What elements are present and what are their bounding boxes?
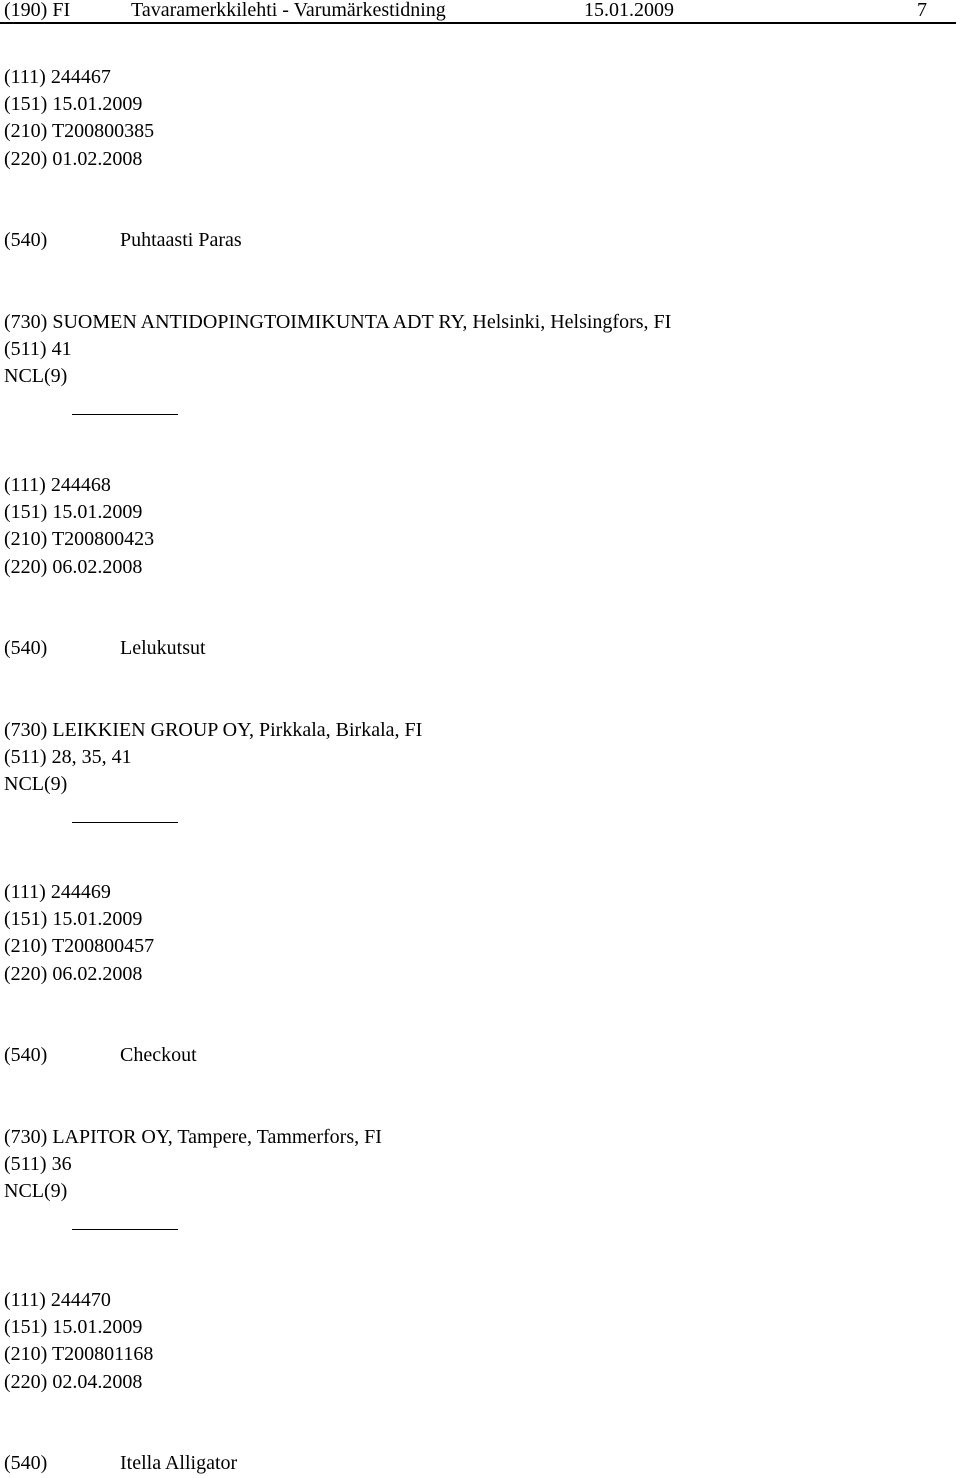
filing-date: (220) 02.04.2008 (4, 1370, 143, 1393)
registration-number: (111) 244470 (4, 1289, 111, 1311)
registration-date: (151) 15.01.2009 (4, 93, 143, 116)
trademark-entry (4, 64, 944, 388)
filing-date: (220) 06.02.2008 (4, 962, 143, 985)
owner-block (4, 717, 422, 799)
entry-separator (72, 414, 178, 415)
issue-date: 15.01.2009 (584, 0, 674, 21)
application-number: (210) T200800423 (4, 528, 155, 551)
page-header (0, 0, 956, 24)
trademark-entry (4, 472, 944, 796)
mark-code: (540) (4, 1452, 48, 1474)
mark-code: (540) (4, 229, 48, 251)
application-number: (210) T200801168 (4, 1343, 154, 1366)
nice-classes: (511) 41 (4, 338, 72, 361)
registration-number: (111) 244467 (4, 66, 111, 88)
ncl-edition: NCL(9) (4, 1180, 68, 1203)
mark-name: Checkout (120, 1044, 197, 1066)
trademark-entry (4, 1287, 944, 1474)
ncl-edition: NCL(9) (4, 365, 68, 388)
registration-date: (151) 15.01.2009 (4, 501, 143, 524)
application-number: (210) T200800385 (4, 120, 155, 143)
registration-date: (151) 15.01.2009 (4, 908, 143, 931)
filing-date: (220) 01.02.2008 (4, 147, 143, 170)
nice-classes: (511) 36 (4, 1153, 72, 1176)
registration-date: (151) 15.01.2009 (4, 1316, 143, 1339)
ncl-edition: NCL(9) (4, 773, 68, 796)
mark-name: Lelukutsut (120, 637, 206, 659)
mark-name: Puhtaasti Paras (120, 229, 242, 251)
registration-number: (111) 244469 (4, 881, 111, 903)
owner: (730) LAPITOR OY, Tampere, Tammerfors, FI (4, 1126, 382, 1148)
gazette-title: Tavaramerkkilehti - Varumärkestidning (131, 0, 446, 21)
page-number: 7 (917, 0, 927, 21)
owner: (730) SUOMEN ANTIDOPINGTOIMIKUNTA ADT RY, Helsinki, Helsingfors, FI (4, 311, 672, 333)
entry-separator (72, 1229, 178, 1230)
filing-date: (220) 06.02.2008 (4, 555, 143, 578)
mark-code: (540) (4, 637, 48, 659)
registration-number: (111) 244468 (4, 474, 111, 496)
mark-name: Itella Alligator (120, 1452, 238, 1474)
application-number: (210) T200800457 (4, 935, 155, 958)
mark-code: (540) (4, 1044, 48, 1066)
entry-separator (72, 822, 178, 823)
owner-block (4, 309, 671, 391)
owner: (730) LEIKKIEN GROUP OY, Pirkkala, Birkala, FI (4, 719, 423, 741)
trademark-entry (4, 879, 944, 1203)
gazette-code: (190) FI (4, 0, 71, 21)
nice-classes: (511) 28, 35, 41 (4, 746, 132, 769)
owner-block (4, 1124, 382, 1206)
